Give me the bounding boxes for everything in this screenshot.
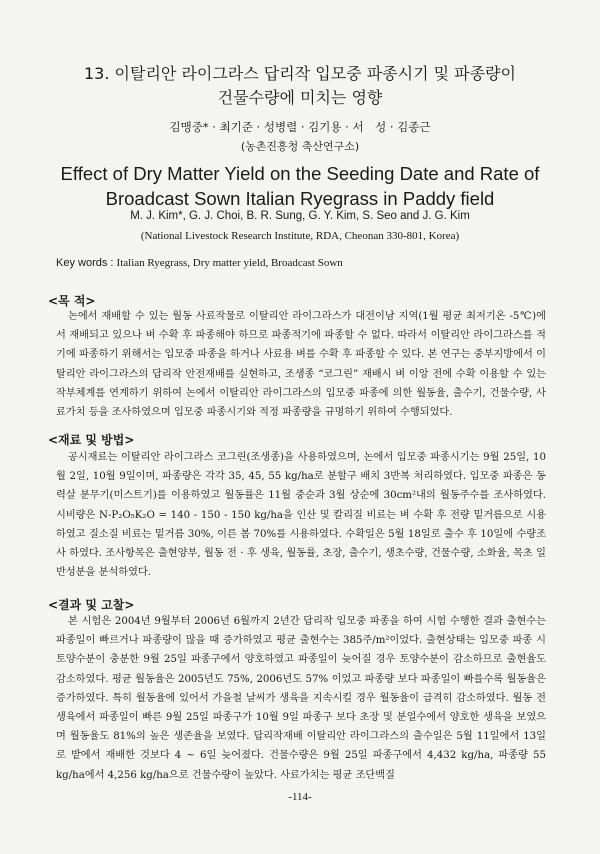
english-affiliation: (National Livestock Research Institute, RDA, Cheonan 330-801, Korea) xyxy=(140,230,460,242)
english-title xyxy=(0,161,600,211)
korean-title-line2: 건물수량에 미치는 영향 xyxy=(217,88,383,107)
objective-heading: <목 적> xyxy=(48,294,96,308)
page-number: -114- xyxy=(288,791,312,803)
korean-affiliation: (농촌진흥청 축산연구소) xyxy=(240,140,360,153)
results-heading: <결과 및 고찰> xyxy=(48,598,135,612)
objective-body: 논에서 재배할 수 있는 월동 사료작물로 이탈리안 라이그라스가 대전이남 지역(1월 평균 최저기온 -5℃)에서 재배되고 있으나 벼 수확 후 파종해야 하므로 파종적기에 파종할 수 없다. 따라서 이탈리안 라이그라스를 적기에 파종하기 위해서는 입모중 파종을 하거나 사료용 벼를 수확 후 파종할 수 있다. 본 연구는 중부지방에서 이탈리안 라이그라스의 답리작 안전재배를 실현하고, 조생종 “코그린” 재배시 벼 이앙 전에 수확 이용할 수 있는 작부체계를 연계하기 위하여 논에서 이탈리안 라이그라스의 입모중 파종에 의한 월동율, 출수기, 건물수량, 사료가치 등을 조사하였으며 입모중 파종시기와 적정 파종량을 규명하기 위하여 수행되었다. xyxy=(56,311,546,419)
keywords-text: Italian Ryegrass, Dry matter yield, Broadcast Sown xyxy=(116,257,343,269)
korean-title-line1: 13. 이탈리안 라이그라스 답리작 입모중 파종시기 및 파종량이 xyxy=(84,64,516,83)
methods-body: 공시재료는 이탈리안 라이그라스 코그린(조생종)을 사용하였으며, 논에서 입모중 파종시기는 9월 25일, 10월 2일, 10월 9일이며, 파종량은 각각 35, 45, 55 kg/ha로 분할구 배치 3반복 처리하였다. 입모중 파종은 동력살 분무기(미스트기)를 이용하였고 월동률은 11월 중순과 3월 상순에 30cm²내의 월동주수를 조사하였다. 시비량은 N-P₂O₅K₂O = 140 - 150 - 150 kg/ha을 인산 및 칼리질 비료는 벼 수확 후 전량 밑거름으로 시용하였고 질소질 비료는 밑거름 30%, 이른 봄 70%를 시용하였다. 수확일은 5월 18일로 출수 후 10일에 수량조사 하였다. 조사항목은 출현양부, 월동 전 · 후 생육, 월동률, 초장, 출수기, 생초수량, 건물수량, 소화율, 목초 일반성분을 분석하였다. xyxy=(56,452,546,579)
methods-heading: <재료 및 방법> xyxy=(48,433,135,447)
korean-title xyxy=(0,62,600,110)
korean-authors: 김맹중* · 최기준 · 성병렬 · 김기용 · 서 성 · 김종근 xyxy=(169,120,431,134)
english-title-line1: Effect of Dry Matter Yield on the Seeding Date and Rate of xyxy=(60,163,540,184)
english-title-line2: Broadcast Sown Italian Ryegrass in Paddy field xyxy=(105,188,495,209)
keywords xyxy=(56,257,343,269)
keywords-label: Key words : xyxy=(56,257,117,269)
english-authors: M. J. Kim*, G. J. Choi, B. R. Sung, G. Y. Kim, S. Seo and J. G. Kim xyxy=(130,210,470,222)
results-body: 본 시험은 2004년 9월부터 2006년 6월까지 2년간 답리작 입모중 파종을 하여 시험 수행한 결과 출현수는 파종일이 빠르거나 파종량이 많을 때 증가하였고 평균 출현수는 385주/m²이었다. 출현상태는 입모중 파종 시 토양수분이 충분한 9월 25일 파종구에서 양호하였고 파종일이 늦어질 경우 토양수분이 감소하므로 출현율도 감소하였다. 평균 월동율은 2005년도 75%, 2006년도 57% 이었고 파종량 보다 파종일이 빠를수록 월동율은 증가하였다. 특히 월동율에 있어서 가을철 날씨가 생육을 지속시킬 경우 월동율이 급격히 감소하였다. 월동 전 생육에서 파종일이 빠른 9월 25일 파종구가 10월 9일 파종구 보다 초장 및 분얼수에서 양호한 생육을 보였으며 월동율도 81%의 높은 생존율을 보였다. 답리작재배 이탈리안 라이그라스의 출수일은 5월 11일에서 13일로 밭에서 재배한 것보다 4 ~ 6일 늦어졌다. 건물수량은 9월 25일 파종구에서 4,432 kg/ha, 파종량 55 kg/ha에서 4,256 kg/ha으로 건물수량이 높았다. 사료가치는 평균 조단백질 xyxy=(56,616,546,781)
